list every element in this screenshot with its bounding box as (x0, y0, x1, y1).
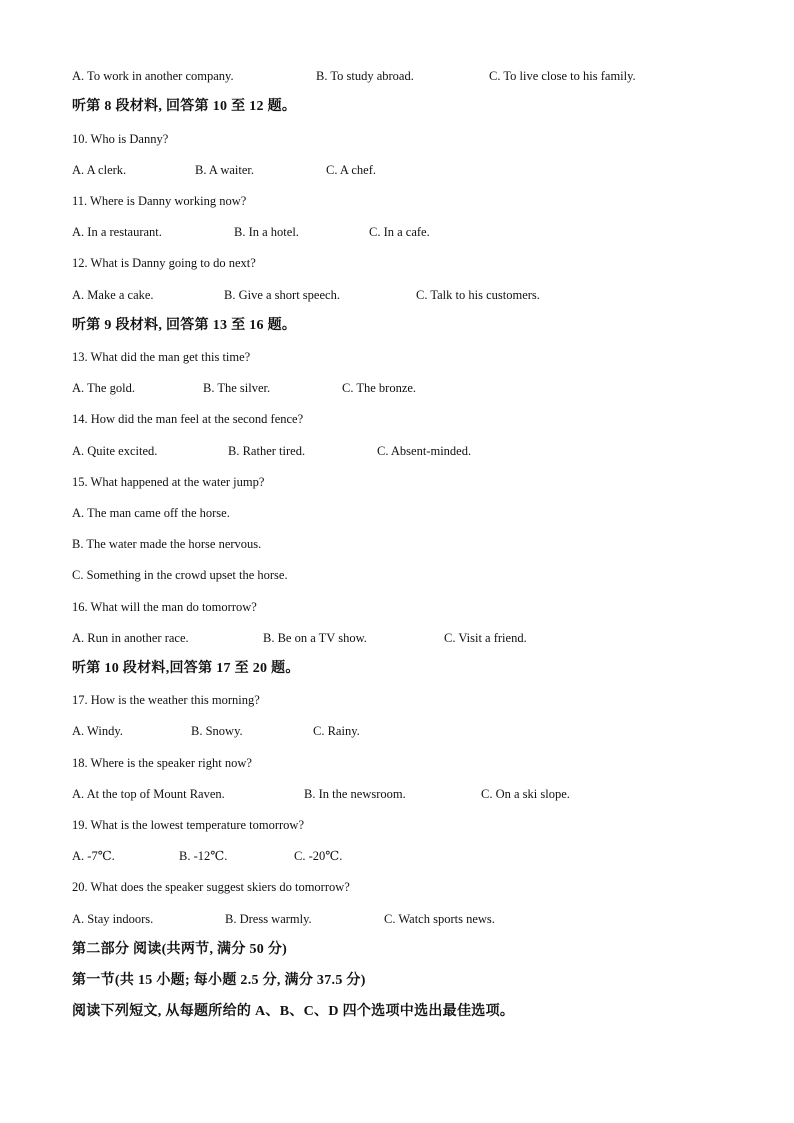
option-a: A. To work in another company. (72, 69, 234, 83)
question-13: 13. What did the man get this time? (72, 350, 251, 364)
question-19: 19. What is the lowest temperature tomorrow? (72, 818, 304, 832)
option-a: A. Quite excited. (72, 444, 158, 458)
option-c: C. Rainy. (313, 724, 360, 738)
option-c: C. A chef. (326, 163, 376, 177)
option-a: A. Windy. (72, 724, 123, 738)
option-c: C. Watch sports news. (384, 912, 495, 926)
option-c: C. Visit a friend. (444, 631, 527, 645)
option-c: C. -20℃. (294, 849, 343, 863)
option-b: B. The silver. (203, 381, 271, 395)
question-16: 16. What will the man do tomorrow? (72, 600, 257, 614)
option-c: C. On a ski slope. (481, 787, 570, 801)
option-a: A. Run in another race. (72, 631, 189, 645)
option-a: A. In a restaurant. (72, 225, 162, 239)
question-20: 20. What does the speaker suggest skiers do tomorrow? (72, 880, 350, 894)
option-b: B. A waiter. (195, 163, 255, 177)
option-a: A. At the top of Mount Raven. (72, 787, 225, 801)
instructions: 阅读下列短文, 从每题所给的 A、B、C、D 四个选项中选出最佳选项。 (72, 1004, 515, 1019)
option-b: B. In the newsroom. (304, 787, 406, 801)
option-a: A. Stay indoors. (72, 912, 154, 926)
option-a: A. The gold. (72, 381, 135, 395)
question-14: 14. How did the man feel at the second fence? (72, 412, 304, 426)
option-c: C. To live close to his family. (489, 69, 636, 83)
question-15-option-a: A. The man came off the horse. (72, 506, 230, 520)
section-heading-10: 听第 10 段材料,回答第 17 至 20 题。 (72, 661, 300, 676)
option-b: B. To study abroad. (316, 69, 414, 83)
option-c: C. Absent-minded. (377, 444, 472, 458)
subsection-heading: 第一节(共 15 小题; 每小题 2.5 分, 满分 37.5 分) (72, 973, 366, 988)
section-heading-9: 听第 9 段材料, 回答第 13 至 16 题。 (72, 318, 297, 333)
question-18: 18. Where is the speaker right now? (72, 756, 252, 770)
part-heading: 第二部分 阅读(共两节, 满分 50 分) (72, 942, 288, 957)
option-c: C. The bronze. (342, 381, 417, 395)
option-b: B. In a hotel. (234, 225, 299, 239)
option-c: C. In a cafe. (369, 225, 430, 239)
option-b: B. Rather tired. (228, 444, 306, 458)
option-a: A. A clerk. (72, 163, 127, 177)
option-b: B. -12℃. (179, 849, 228, 863)
question-11: 11. Where is Danny working now? (72, 194, 247, 208)
option-a: A. Make a cake. (72, 288, 154, 302)
question-15-option-c: C. Something in the crowd upset the horse. (72, 568, 288, 582)
question-17: 17. How is the weather this morning? (72, 693, 260, 707)
option-b: B. Be on a TV show. (263, 631, 367, 645)
option-b: B. Give a short speech. (224, 288, 340, 302)
question-10: 10. Who is Danny? (72, 132, 169, 146)
question-15-option-b: B. The water made the horse nervous. (72, 537, 262, 551)
option-c: C. Talk to his customers. (416, 288, 540, 302)
question-12: 12. What is Danny going to do next? (72, 256, 256, 270)
section-heading-8: 听第 8 段材料, 回答第 10 至 12 题。 (72, 99, 297, 114)
question-15: 15. What happened at the water jump? (72, 475, 265, 489)
option-b: B. Snowy. (191, 724, 243, 738)
option-a: A. -7℃. (72, 849, 115, 863)
option-b: B. Dress warmly. (225, 912, 312, 926)
